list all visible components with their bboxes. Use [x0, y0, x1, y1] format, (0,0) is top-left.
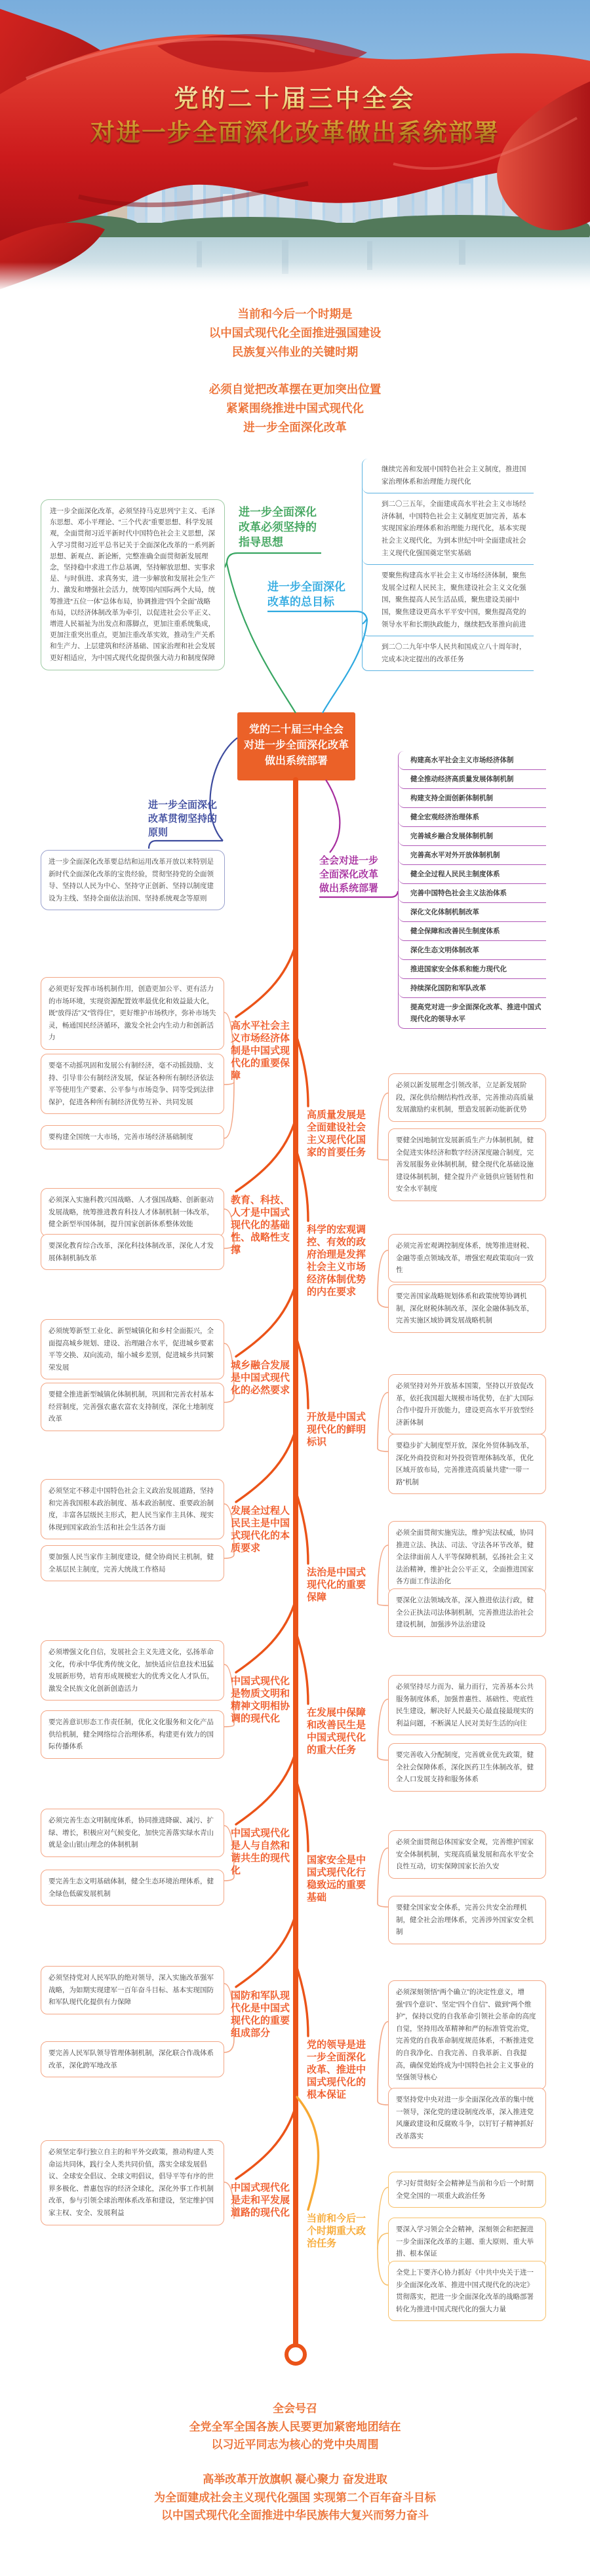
banner-title-line1: 党的二十届三中全会	[174, 86, 416, 113]
overall-goal-list	[362, 459, 534, 671]
deployment-item: 深化文化体制机制改革	[399, 903, 546, 922]
central-topic-node	[237, 712, 355, 780]
deployment-item: 完善高水平对外开放体制机制	[399, 846, 546, 865]
spine-box-1-0: 必须以新发展理念引领改革，立足新发展阶段，深化供给侧结构性改革，完善推动高质量发展激励约束机制，塑造发展新动能新优势	[388, 1073, 546, 1122]
spine-label-12: 国防和军队现代化是中国式现代化的重要组成部分	[231, 1990, 290, 2039]
lead-line: 紧紧围绕推进中国式现代化	[226, 402, 364, 415]
spine-box-11-0: 必须全面贯彻总体国家安全观，完善维护国家安全体制机制，实现高质量发展和高水平安全良性互动，切实保障国家长治久安	[388, 1830, 546, 1879]
spine-box-8-0: 必须增强文化自信，发展社会主义先进文化，弘扬革命文化，传承中华优秀传统文化，加快适应信息技术迅猛发展新形势，培育形成规模宏大的优秀文化人才队伍，激发全民族文化创新创造活力	[41, 1640, 224, 1701]
footer-slogan	[0, 2470, 590, 2525]
branch-label-deployment: 全会对进一步全面深化改革做出系统部署	[319, 855, 379, 894]
branch-box-principles-paragraph: 进一步全面深化改革要总结和运用改革开放以来特别是新时代全面深化改革的宝贵经验，贯彻坚持党的全面领导、坚持以人民为中心、坚持守正创新、坚持以制度建设为主线、坚持全面依法治国、坚持系统观念等原则	[41, 850, 225, 910]
spine-label-5: 开放是中国式现代化的鲜明标识	[307, 1412, 366, 1448]
lead-line: 以中国式现代化全面推进强国建设	[208, 326, 382, 339]
spine-box-4-1: 要健全推进新型城镇化体制机制，巩固和完善农村基本经营制度，完善强农惠农富农支持制度，深化土地制度改革	[41, 1383, 224, 1431]
spine-label-2: 教育、科技、人才是中国式现代化的基础性、战略性支撑	[231, 1195, 290, 1256]
spine-box-10-0: 必须完善生态文明制度体系，协同推进降碳、减污、扩绿、增长，积极应对气候变化，加快完善落实绿水青山就是金山银山理念的体制机制	[41, 1809, 224, 1857]
spine-box-6-0: 必须坚定不移走中国特色社会主义政治发展道路，坚持和完善我国根本政治制度、基本政治制度、重要政治制度，丰富各层级民主形式，把人民当家作主具体、现实体现到国家政治生活和社会生活各方面	[41, 1479, 224, 1539]
deployment-item: 提高党对进一步全面深化改革、推进中国式现代化的领导水平	[399, 998, 546, 1029]
spine-box-1-1: 要健全因地制宜发展新质生产力体制机制，健全促进实体经济和数字经济深度融合制度，完善发展服务业体制机制，健全现代化基础设施建设体制机制，健全提升产业链供应链韧性和安全水平制度	[388, 1128, 546, 1201]
spine-label-14: 中国式现代化是走和平发展道路的现代化	[231, 2182, 290, 2218]
spine-box-10-1: 要完善生态文明基础体制，健全生态环境治理体系，健全绿色低碳发展机制	[41, 1870, 224, 1906]
deployment-item: 构建高水平社会主义市场经济体制	[399, 751, 546, 770]
spine-box-3-0: 必须完善宏观调控制度体系，统筹推进财税、金融等重点领域改革，增强宏观政策取向一致性	[388, 1234, 546, 1282]
goal-item: 到二〇三五年，全面建成高水平社会主义市场经济体制，中国特色社会主义制度更加完善，基本实现国家治理体系和治理能力现代化，基本实现社会主义现代化，为到本世纪中叶全面建成社会主义现代化强国奠定坚实基础	[363, 493, 534, 565]
spine-end-circle	[286, 2345, 305, 2364]
spine-box-13-1: 要坚持党中央对进一步全面深化改革的集中统一领导，深化党的建设制度改革，深入推进党风廉政建设和反腐败斗争，以钉钉子精神抓好改革落实	[388, 2088, 546, 2148]
spine-label-6: 发展全过程人民民主是中国式现代化的本质要求	[231, 1505, 290, 1554]
deployment-item: 推进国家安全体系和能力现代化	[399, 960, 546, 979]
deployment-item: 持续深化国防和军队改革	[399, 979, 546, 998]
spine-box-8-1: 要完善意识形态工作责任制，优化文化服务和文化产品供给机制，健全网络综合治理体系，构建更有效力的国际传播体系	[41, 1710, 224, 1759]
footer-line: 高举改革开放旗帜 凝心聚力 奋发进取	[203, 2473, 387, 2486]
branch-label-guiding-thought: 进一步全面深化改革必须坚持的指导思想	[239, 506, 317, 548]
lead-statement-1	[0, 305, 590, 362]
deployment-item: 健全保障和改善民生制度体系	[399, 922, 546, 941]
spine-label-13: 党的领导是进一步全面深化改革、推进中国式现代化的根本保证	[307, 2039, 366, 2100]
spine-label-0: 高水平社会主义市场经济体制是中国式现代化的重要保障	[231, 1020, 290, 1081]
lead-line: 进一步全面深化改革	[243, 421, 347, 434]
lead-statement-2	[0, 380, 590, 437]
lead-line: 当前和今后一个时期是	[237, 307, 353, 320]
spine-box-15-2: 全党上下要齐心协力抓好《中共中央关于进一步全面深化改革、推进中国式现代化的决定》贯彻落实，把进一步全面深化改革的战略部署转化为推进中国式现代化的强大力量	[388, 2261, 546, 2321]
central-topic-line: 党的二十届三中全会	[248, 724, 344, 735]
spine-label-11: 国家安全是中国式现代化行稳致远的重要基础	[307, 1855, 366, 1903]
spine-label-8: 中国式现代化是物质文明和精神文明相协调的现代化	[231, 1676, 290, 1724]
spine-label-3: 科学的宏观调控、有效的政府治理是发挥社会主义市场经济体制优势的内在要求	[307, 1224, 366, 1298]
deployment-item: 健全全过程人民民主制度体系	[399, 865, 546, 884]
spine-box-6-1: 要加强人民当家作主制度建设，健全协商民主机制，健全基层民主制度，完善大统战工作格局	[41, 1545, 224, 1581]
branch-label-principles: 进一步全面深化改革贯彻坚持的原则	[148, 799, 218, 838]
spine-box-2-0: 必须深入实施科教兴国战略、人才强国战略、创新驱动发展战略，统筹推进教育科技人才体制机制一体改革，健全新型举国体制，提升国家创新体系整体效能	[41, 1188, 224, 1237]
spine-label-1: 高质量发展是全面建设社会主义现代化国家的首要任务	[307, 1109, 366, 1158]
lead-line: 必须自觉把改革摆在更加突出位置	[208, 383, 382, 396]
goal-item: 到二〇二九年中华人民共和国成立八十周年时，完成本决定提出的改革任务	[382, 643, 526, 663]
spine-box-9-0: 必须坚持尽力而为、量力而行，完善基本公共服务制度体系，加强普惠性、基础性、兜底性民生建设，解决好人民最关心最直接最现实的利益问题，不断满足人民对美好生活的向往	[388, 1675, 546, 1735]
footer-call	[0, 2400, 590, 2454]
spine-box-3-1: 要完善国家战略规划体系和政策统筹协调机制，深化财税体制改革，深化金融体制改革，完善实施区域协调发展战略机制	[388, 1284, 546, 1333]
spine-box-12-0: 必须坚持党对人民军队的绝对领导，深入实施改革强军战略，为如期实现建军一百年奋斗目标、基本实现国防和军队现代化提供有力保障	[41, 1966, 224, 2014]
spine-box-11-1: 要健全国家安全体系，完善公共安全治理机制，健全社会治理体系，完善涉外国家安全机制	[388, 1896, 546, 1944]
spine-box-7-1: 要深化立法领域改革，深入推进依法行政，健全公正执法司法体制机制，完善推进法治社会建设机制，加强涉外法治建设	[388, 1588, 546, 1637]
spine-label-7: 法治是中国式现代化的重要保障	[307, 1567, 366, 1603]
footer-line: 为全面建成社会主义现代化强国 实现第二个百年奋斗目标	[154, 2491, 436, 2504]
footer-line: 全党全军全国各族人民要更加紧密地团结在	[189, 2420, 401, 2433]
spine-box-0-0: 必须更好发挥市场机制作用，创造更加公平、更有活力的市场环境，实现资源配置效率最优化和效益最大化，既“放得活”又“管得住”，更好维护市场秩序，弥补市场失灵，畅通国民经济循环，激发全社会内生动力和创新活力	[41, 977, 224, 1050]
spine-box-7-0: 必须全面贯彻实施宪法，维护宪法权威，协同推进立法、执法、司法、守法各环节改革，健全法律面前人人平等保障机制，弘扬社会主义法治精神，维护社会公平正义，全面推进国家各方面工作法治化	[388, 1521, 546, 1594]
spine-label-15: 当前和今后一个时期重大政治任务	[307, 2213, 366, 2249]
deployment-item: 健全宏观经济治理体系	[399, 808, 546, 827]
branch-label-overall-goal: 进一步全面深化改革的总目标	[267, 581, 345, 608]
deployment-item: 深化生态文明体制改革	[399, 941, 546, 960]
deployment-item: 健全推动经济高质量发展体制机制	[399, 770, 546, 789]
central-topic-line: 对进一步全面深化改革	[243, 740, 349, 751]
lead-line: 民族复兴伟业的关键时期	[231, 345, 359, 358]
spine-box-5-0: 必须坚持对外开放基本国策，坚持以开放促改革，依托我国超大规模市场优势，在扩大国际合作中提升开放能力，建设更高水平开放型经济新体制	[388, 1374, 546, 1434]
footer-line: 以中国式现代化全面推进中华民族伟大复兴而努力奋斗	[161, 2509, 429, 2522]
spine-label-10: 中国式现代化是人与自然和谐共生的现代化	[231, 1828, 290, 1876]
branch-box-guiding-paragraph: 进一步全面深化改革，必须坚持马克思列宁主义、毛泽东思想、邓小平理论、“三个代表”重要思想、科学发展观，全面贯彻习近平新时代中国特色社会主义思想，深入学习贯彻习近平总书记关于全面深化改革的一系列新思想、新观点、新论断，完整准确全面贯彻新发展理念，坚持稳中求进工作总基调，坚持解放思想、实事求是、与时俱进、求真务实，进一步解放和发展社会生产力、激发和增强社会活力，统筹国内国际两个大局，统筹推进“五位一体”总体布局，协调推进“四个全面”战略布局，以经济体制改革为牵引，以促进社会公平正义、增进人民福祉为出发点和落脚点，更加注重系统集成，更加注重突出重点，更加注重改革实效，推动生产关系和生产力、上层建筑和经济基础、国家治理和社会发展更好相适应，为中国式现代化提供强大动力和制度保障	[41, 499, 225, 670]
spine-box-12-1: 要完善人民军队领导管理体制机制，深化联合作战体系改革，深化跨军地改革	[41, 2041, 224, 2077]
footer-line: 全会号召	[273, 2402, 317, 2415]
spine-box-2-1: 要深化教育综合改革，深化科技体制改革，深化人才发展体制机制改革	[41, 1234, 224, 1270]
footer-line: 以习近平同志为核心的党中央周围	[211, 2438, 379, 2451]
goal-item: 继续完善和发展中国特色社会主义制度，推进国家治理体系和治理能力现代化	[363, 459, 534, 493]
deployment-item: 完善中国特色社会主义法治体系	[399, 884, 546, 903]
deployment-item: 构建支持全面创新体制机制	[399, 789, 546, 808]
banner	[0, 0, 590, 292]
spine-box-9-1: 要完善收入分配制度，完善就业优先政策，健全社会保障体系，深化医药卫生体制改革，健全人口发展支持和服务体系	[388, 1743, 546, 1792]
spine-box-13-0: 必须深刻领悟“两个确立”的决定性意义，增强“四个意识”、坚定“四个自信”、做到“两个维护”，保持以党的自我革命引领社会革命的高度自觉，坚持用改革精神和严的标准管党治党，完善党的自我革命制度规范体系，不断推进党的自我净化、自我完善、自我革新、自我提高，确保党始终成为中国特色社会主义事业的坚强领导核心	[388, 1980, 546, 2090]
spine-box-15-1: 要深入学习领会全会精神，深刻领会和把握进一步全面深化改革的主题、重大原则、重大举措、根本保证	[388, 2218, 546, 2266]
spine-box-14-0: 必须坚定奉行独立自主的和平外交政策，推动构建人类命运共同体，践行全人类共同价值，落实全球发展倡议、全球安全倡议、全球文明倡议，倡导平等有序的世界多极化、普惠包容的经济全球化，深化外事工作机制改革，参与引领全球治理体系改革和建设，坚定维护国家主权、安全、发展利益	[41, 2140, 224, 2225]
spine-label-9: 在发展中保障和改善民生是中国式现代化的重大任务	[307, 1707, 366, 1756]
banner-fade	[0, 262, 590, 292]
spine-box-0-2: 要构建全国统一大市场，完善市场经济基础制度	[41, 1125, 224, 1149]
goal-item: 要聚焦构建高水平社会主义市场经济体制，聚焦发展全过程人民民主，聚焦建设社会主义文化强国，聚焦提高人民生活品质，聚焦建设美丽中国，聚焦建设更高水平平安中国，聚焦提高党的领导水平和长期执政能力，继续把改革推向前进	[363, 565, 534, 636]
spine-label-4: 城乡融合发展是中国式现代化的必然要求	[231, 1360, 290, 1396]
spine-box-4-0: 必须统筹新型工业化、新型城镇化和乡村全面振兴，全面提高城乡规划、建设、治理融合水平，促进城乡要素平等交换、双向流动，缩小城乡差别，促进城乡共同繁荣发展	[41, 1319, 224, 1379]
deployment-item: 完善城乡融合发展体制机制	[399, 827, 546, 846]
spine-box-15-0: 学习好贯彻好全会精神是当前和今后一个时期全党全国的一项重大政治任务	[388, 2172, 546, 2208]
spine-box-5-1: 要稳步扩大制度型开放，深化外贸体制改革，深化外商投资和对外投资管理体制改革，优化区域开放布局，完善推进高质量共建“一带一路”机制	[388, 1434, 546, 1494]
deployment-list	[398, 751, 546, 1029]
central-topic-line: 做出系统部署	[264, 756, 328, 767]
banner-title	[0, 83, 590, 151]
banner-title-line2: 对进一步全面深化改革做出系统部署	[90, 120, 500, 147]
spine-box-0-1: 要毫不动摇巩固和发展公有制经济，毫不动摇鼓励、支持、引导非公有制经济发展，保证各种所有制经济依法平等使用生产要素、公平参与市场竞争、同等受到法律保护，促进各种所有制经济优势互补、共同发展	[41, 1054, 224, 1114]
